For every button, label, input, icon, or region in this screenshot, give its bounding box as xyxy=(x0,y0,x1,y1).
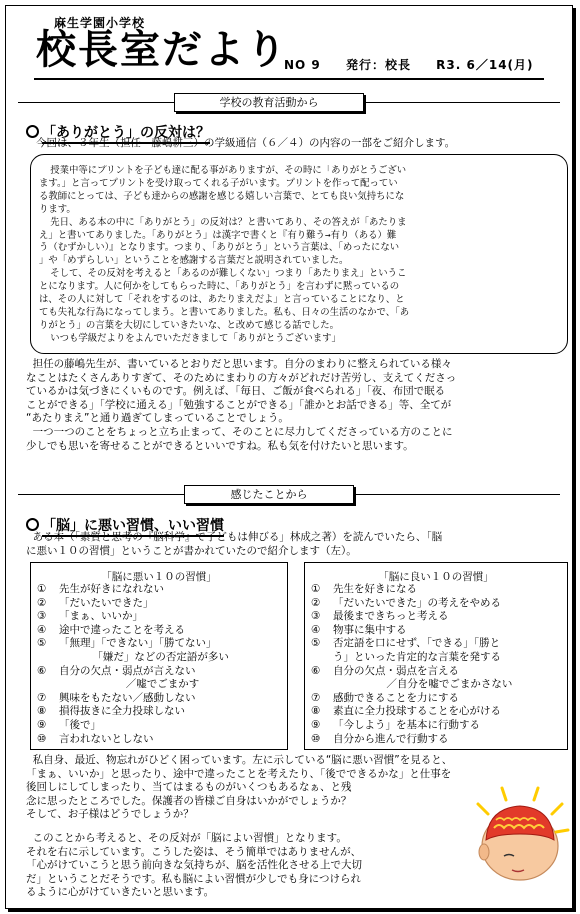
habit-number xyxy=(37,678,59,692)
habit-item xyxy=(37,637,283,651)
quote-line: る教師にとっては、子ども達からの感謝を感じる嬉しい言葉で、とても良い気持ちにな xyxy=(39,190,405,202)
habit-item xyxy=(311,719,563,733)
habit-text: う」といった肯定的な言葉を発する xyxy=(333,650,501,663)
quote-line: ます。」と言ってプリントを受け取ってくれる子がいます。プリントを作って配ってい xyxy=(39,177,398,189)
habit-text: 自分の欠点・弱点が言えない xyxy=(59,664,196,677)
section-label-education: 学校の教育活動から xyxy=(174,93,364,112)
quote-line: とになります。人に何かをしてもらった時に、「ありがとう」を言わずに黙っているの xyxy=(39,281,400,293)
paragraph-line: そして、お子様はどうでしょうか？ xyxy=(26,808,194,821)
habit-number: ⑦ xyxy=(311,691,321,704)
bad-habits-list xyxy=(37,583,283,746)
habit-number: ③ xyxy=(37,610,47,623)
habit-number: ① xyxy=(311,583,321,595)
habit-item xyxy=(311,624,563,638)
habit-item xyxy=(311,733,563,747)
habit-text: 興味をもたない／感動しない xyxy=(59,691,196,704)
quote-line: ても失礼な行為になってしまう。と書いてありました。私も、日々の生活のなかで、「あ xyxy=(39,306,410,318)
habit-item xyxy=(37,583,283,597)
habit-item xyxy=(37,705,283,719)
habit-number: ② xyxy=(311,596,321,609)
habit-text: 素直に全力投球することを心がける xyxy=(333,705,501,718)
habit-text: 「だいたいできた」 xyxy=(59,596,154,609)
habit-text: 途中で違ったことを考える xyxy=(59,623,185,636)
issue-number: NO 9 xyxy=(284,58,321,72)
habit-text: 感動できることを力にする xyxy=(333,691,459,704)
ear-shape xyxy=(479,844,489,860)
habit-number xyxy=(37,651,59,665)
header-rule xyxy=(34,78,544,80)
habit-item xyxy=(37,610,283,624)
bad-habits-box xyxy=(30,562,288,750)
habit-text: 最後まできちっと考える xyxy=(333,610,449,623)
section-label-feelings: 感じたことから xyxy=(184,485,354,504)
habit-item xyxy=(37,665,283,679)
quote-line: 先日、ある本の中に「ありがとう」の反対は？と書いてあり、その答えが「あたりま xyxy=(39,216,407,228)
circle-icon xyxy=(26,518,39,531)
habit-number: ③ xyxy=(311,610,321,623)
habit-text: 「無理」「できない」「勝てない」 xyxy=(59,637,217,650)
newsletter-title: 校長室だより xyxy=(36,26,288,73)
habit-number: ④ xyxy=(37,623,47,636)
good-habits-title: 「脳に良い１０の習慣」 xyxy=(378,571,494,583)
paragraph-line: るように心がけていきたいと思います。 xyxy=(26,886,215,899)
comment-line: ことができる」「学校に通える」「勉強することができる」「誰かとお話できる」等、全てが xyxy=(26,398,452,411)
habit-text: 「まぁ、いいか」 xyxy=(59,610,143,623)
issue-info xyxy=(284,56,554,73)
habit-text: 「だいたいできた」の考えをやめる xyxy=(333,596,501,609)
habit-number: ⑧ xyxy=(37,705,47,718)
paragraph-line: 「心がけていこうと思う前向きな気持ちが、脳を活性化させる上で大切 xyxy=(26,859,362,872)
habit-item xyxy=(311,610,563,624)
habit-item xyxy=(311,678,563,692)
good-habits-list xyxy=(311,583,563,746)
quote-line: 授業中等にプリントを子ども達に配る事がありますが、その時に「ありがとうござい xyxy=(39,165,407,176)
habit-item xyxy=(311,597,563,611)
quote-text xyxy=(39,165,559,346)
comment-line: “あたりまえ”と通り過ぎてしまっていることでしょう。 xyxy=(26,412,289,425)
habit-number: ⑤ xyxy=(37,637,47,650)
habit-number: ⑤ xyxy=(311,637,321,650)
school-name: 麻生学園小学校 xyxy=(54,16,146,30)
section-heading-brain-habits: 「脳」に悪い習慣、いい習慣 xyxy=(26,515,224,535)
comment-line: 担任の藤嶋先生が、書いているとおりだと思います。自分のまわりに整えられている様々 xyxy=(26,358,452,370)
habit-item xyxy=(311,651,563,665)
habit-number: ⑨ xyxy=(311,718,321,731)
intro-line: に悪い１０の習慣」ということが書かれていたので紹介します（左）。 xyxy=(26,544,357,557)
habit-number xyxy=(311,651,333,665)
habit-number: ⑦ xyxy=(37,691,47,704)
habit-item xyxy=(311,637,563,651)
paragraph-line: 「まぁ、いいか」と思ったり、途中で違ったことを考えたり、「後でできるかな」と仕事を xyxy=(26,767,452,780)
intro-line: ある本（「素質と思考の『脳科学』で子どもは伸びる」林成之著）を読んでいたら、「脳 xyxy=(26,531,443,543)
habit-number: ② xyxy=(37,596,47,609)
quote-line: 」や「めずらしい」ということを感謝する言葉だと説明されていました。 xyxy=(39,255,349,267)
habit-number: ④ xyxy=(311,623,321,636)
habit-text: 「嫌だ」などの否定語が多い xyxy=(59,650,229,663)
habit-number: ⑥ xyxy=(311,664,321,677)
good-habits-box xyxy=(304,562,568,750)
bad-habits-title: 「脳に悪い１０の習慣」 xyxy=(101,571,217,583)
habit-number: ⑩ xyxy=(311,732,321,745)
habit-text: 先生が好きになれない xyxy=(59,583,164,595)
habit-item xyxy=(37,624,283,638)
quote-line: いつも学級だよりをよんでいただきまして「ありがとうございます」 xyxy=(39,332,341,344)
quote-line: う（むずかしい）』となります。つまり、「ありがとう」という言葉は、「めったにない xyxy=(39,242,400,254)
paragraph-line: 私自身、最近、物忘れがひどく困っています。左に示している“脳に悪い習慣”を見ると、 xyxy=(26,754,453,766)
habit-text: 自分の欠点・弱点を言える xyxy=(333,664,459,677)
quote-line: ります。 xyxy=(39,203,76,215)
habit-text: ／嘘でごまかす xyxy=(59,678,200,691)
habit-item xyxy=(37,597,283,611)
habit-text: 先生を好きになる xyxy=(333,583,417,595)
habit-item xyxy=(37,733,283,747)
habit-number: ⑥ xyxy=(37,664,47,677)
habit-item xyxy=(311,692,563,706)
quote-line: え」と書いてありました。「ありがとう」は漢字で書くと『有り難う→有り（ある）難 xyxy=(39,229,397,241)
quote-line: そして、その反対を考えると「あるのが難しくない」つまり「あたりまえ」というこ xyxy=(39,268,407,280)
paragraph-line: だ」ということだそうです。私も脳によい習慣が少しでも身につけられ xyxy=(26,872,361,885)
newsletter-page xyxy=(5,5,573,909)
comment-line: ているかは気づきにくいものです。例えば、「毎日、ご飯が食べられる」「夜、布団で眠る xyxy=(26,385,446,398)
habit-item xyxy=(37,651,283,665)
habit-text: ／自分を嘘でごまかさない xyxy=(333,678,513,691)
class-newsletter-quote xyxy=(30,154,568,354)
habit-number: ① xyxy=(37,583,47,595)
habit-text: 損得抜きに全力投球しない xyxy=(59,705,185,718)
brain-head-illustration xyxy=(464,780,572,888)
paragraph-line: それを右に示しています。こうした姿は、そう簡単ではありませんが、 xyxy=(26,845,362,858)
habit-text: 自分から進んで行動する xyxy=(333,732,449,745)
habit-item xyxy=(37,678,283,692)
habit-item xyxy=(37,719,283,733)
quote-line: りがとう」の言葉を大切にしていきたいな、と改めて感じる話でした。 xyxy=(39,319,340,331)
habit-number: ⑨ xyxy=(37,718,47,731)
section-intro: 今回は、３年生（担任－藤嶋耕三）の学級通信（６／４）の内容の一部をご紹介します。 xyxy=(36,137,456,149)
habit-text: 否定語を口にせず、「できる」「勝と xyxy=(333,637,501,650)
comment-line: 少しでも思いを寄せることができるといいですね。私も気を付けたいと思います。 xyxy=(26,439,414,452)
habit-number xyxy=(311,678,333,692)
habit-number: ⑩ xyxy=(37,732,47,745)
section-heading-thanks: 「ありがとう」の反対は？ xyxy=(26,122,210,142)
publisher: 発行：校長 xyxy=(345,58,411,72)
conclusion-paragraph xyxy=(26,832,466,900)
paragraph-line: 念に思ったところでした。保護者の皆様ご自身はいかがでしょうか？ xyxy=(26,794,352,807)
habit-item xyxy=(37,692,283,706)
issue-date: R3. 6／14(月) xyxy=(436,58,534,72)
habit-item xyxy=(311,665,563,679)
habit-text: 「今しよう」を基本に行動する xyxy=(333,718,480,731)
habit-item xyxy=(311,583,563,597)
quote-line: は、その人に対して「それをするのは、あたりまえだよ」と言っていることになり、と xyxy=(39,294,405,306)
habit-item xyxy=(311,705,563,719)
paragraph-line: 後回しにしてしまったり、当てはまるものがいくつもあるなぁ、と残 xyxy=(26,781,352,794)
brain-intro xyxy=(26,531,571,558)
principal-comment xyxy=(26,358,571,453)
habit-number: ⑧ xyxy=(311,705,321,718)
comment-line: なことはたくさんありすぎて、そのためにまわりの方々がどれだけ苦労し、支えてくださっ xyxy=(26,371,457,384)
habit-text: 言われないとしない xyxy=(59,732,154,745)
habit-text: 「後で」 xyxy=(59,718,101,731)
paragraph-line: このことから考えると、その反対が「脳によい習慣」となります。 xyxy=(26,832,347,844)
habit-text: 物事に集中する xyxy=(333,623,407,636)
comment-line: 一つ一つのことをちょっと立ち止まって、そのことに尽力してくださっている方のことに xyxy=(26,425,453,438)
